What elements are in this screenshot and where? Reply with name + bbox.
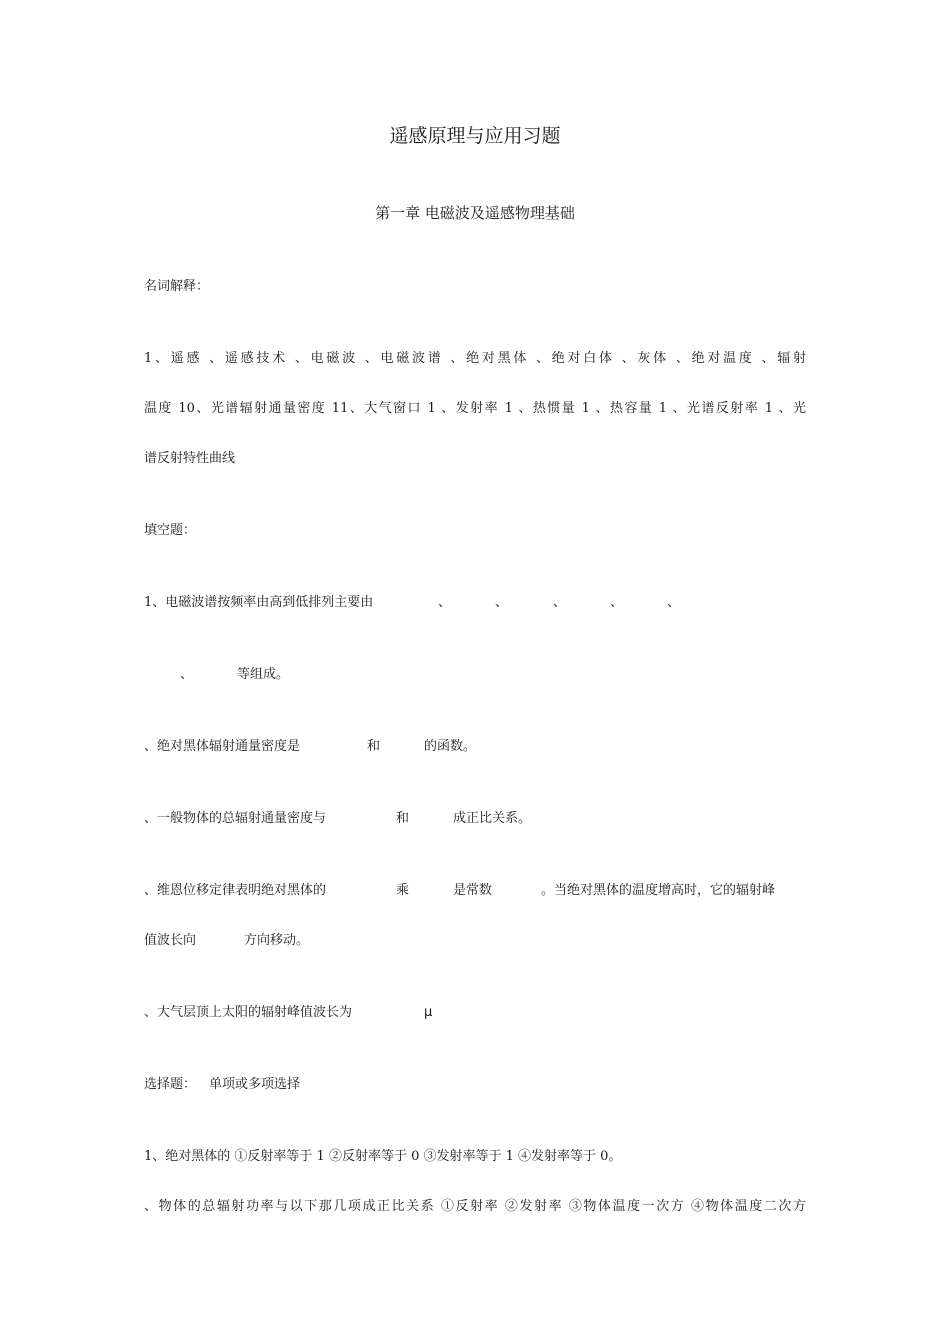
definitions-line-1: 1、遥感 、遥感技术 、电磁波 、电磁波谱 、绝对黑体 、绝对白体 、灰体 、绝对温度 、辐射: [144, 351, 806, 366]
q4-part-c: 是常数: [453, 883, 493, 898]
q3-part-a: 、一般物体的总辐射通量密度与: [144, 811, 327, 826]
definitions-line-3: 谱反射特性曲线: [144, 451, 236, 466]
q4-part-f: 方向移动。: [244, 933, 310, 948]
q5-part-a: 、大气层顶上太阳的辐射峰值波长为: [144, 1005, 353, 1020]
q1-separator: 、: [438, 595, 452, 610]
choice-q1: 1、绝对黑体的 ①反射率等于 1 ②反射率等于 0 ③发射率等于 1 ④发射率等于 0。: [144, 1149, 622, 1164]
q4-part-b: 乘: [396, 883, 410, 898]
q1-lead: 1、电磁波谱按频率由高到低排列主要由: [144, 595, 374, 610]
choice-heading: 选择题：: [144, 1077, 197, 1092]
q1-separator: 、: [180, 667, 194, 682]
q3-part-c: 成正比关系。: [453, 811, 532, 826]
document-title: 遥感原理与应用习题: [389, 125, 561, 147]
q4-part-e: 值波长向: [144, 933, 197, 948]
choice-q2: 、物体的总辐射功率与以下那几项成正比关系 ①反射率 ②发射率 ③物体温度一次方 ④物体温度二次方: [144, 1199, 806, 1214]
q2-part-a: 、绝对黑体辐射通量密度是: [144, 739, 301, 754]
definitions-line-2: 温度 10、光谱辐射通量密度 11、大气窗口 1 、发射率 1 、热惯量 1 、热容量 1 、光谱反射率 1 、光: [144, 401, 806, 416]
q4-part-d: 。当绝对黑体的温度增高时，它的辐射峰: [541, 883, 776, 898]
q3-part-b: 和: [396, 811, 410, 826]
q1-separator: 、: [610, 595, 624, 610]
q2-part-c: 的函数。: [424, 739, 477, 754]
q1-separator: 、: [553, 595, 567, 610]
q2-part-b: 和: [367, 739, 381, 754]
fill-blank-heading: 填空题：: [144, 523, 197, 538]
q1-separator: 、: [667, 595, 681, 610]
chapter-heading: 第一章 电磁波及遥感物理基础: [375, 204, 575, 222]
q4-part-a: 、维恩位移定律表明绝对黑体的: [144, 883, 327, 898]
q5-unit: μ: [424, 1005, 433, 1020]
definitions-heading: 名词解释：: [144, 279, 210, 294]
choice-subheading: 单项或多项选择: [209, 1077, 301, 1092]
q1-end: 等组成。: [237, 667, 290, 682]
q1-separator: 、: [495, 595, 509, 610]
